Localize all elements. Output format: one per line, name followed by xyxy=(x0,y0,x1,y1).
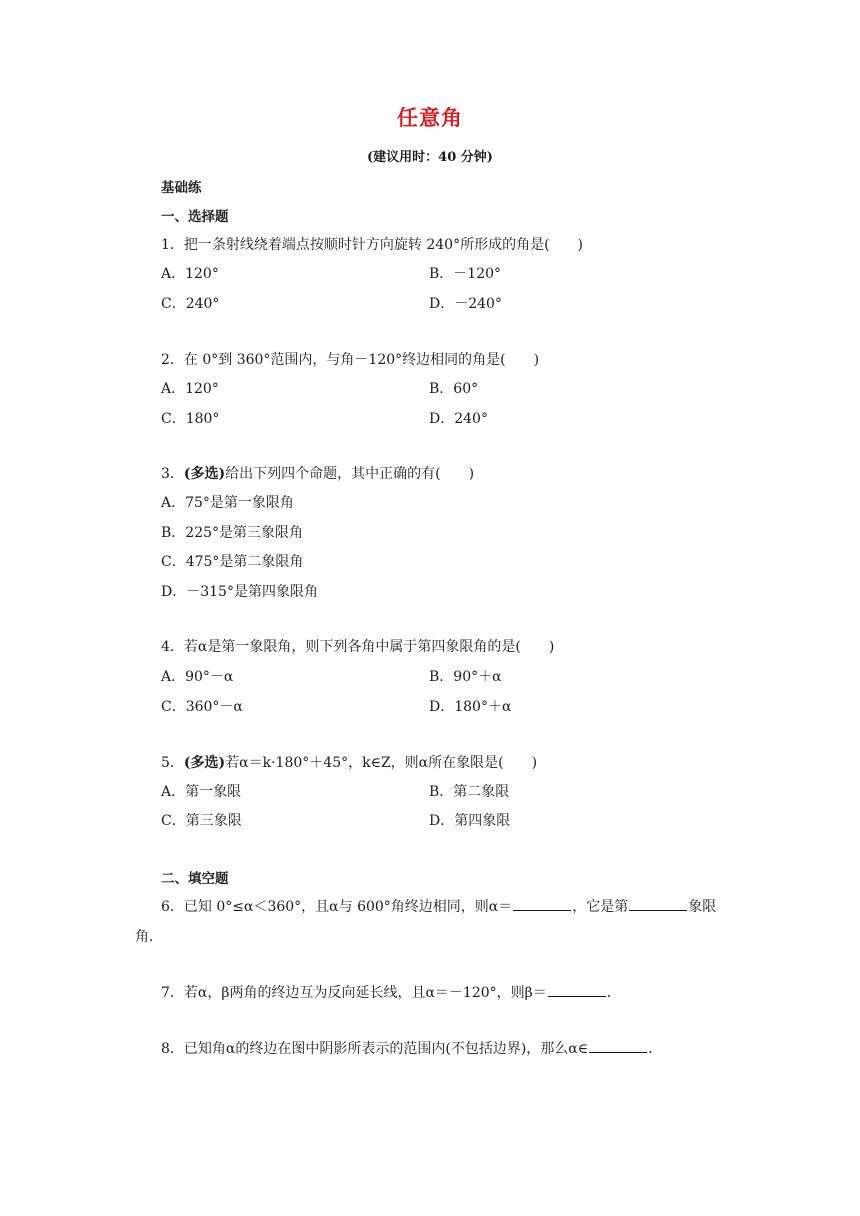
question-3-number: 3． xyxy=(161,466,184,482)
question-7-text-2: ． xyxy=(606,985,621,1001)
question-1-option-a: A．120° xyxy=(161,266,219,282)
question-4-option-b: B．90°＋α xyxy=(429,669,502,685)
question-1-option-d: D．－240° xyxy=(429,296,502,312)
section-choice: 一、选择题 xyxy=(161,209,229,225)
question-5-option-b: B．第二象限 xyxy=(429,784,510,800)
question-3-multi-tag: (多选) xyxy=(183,466,226,482)
question-3-option-b: B．225°是第三象限角 xyxy=(161,525,304,541)
question-6-stem xyxy=(161,896,716,916)
question-7-stem xyxy=(161,982,621,1002)
section-basic: 基础练 xyxy=(161,180,202,196)
question-2-option-d: D．240° xyxy=(429,411,488,427)
question-6-text-3: 象限 xyxy=(688,899,717,915)
question-6-blank-1[interactable] xyxy=(513,898,571,911)
question-8-text-2: ． xyxy=(648,1041,663,1057)
question-1-stem: 1．把一条射线绕着端点按顺时针方向旋转 240°所形成的角是( ) xyxy=(161,237,584,253)
question-5-text: 若α＝k·180°＋45°，k∈Z，则α所在象限是( ) xyxy=(225,755,538,771)
question-3-option-d: D．－315°是第四象限角 xyxy=(161,584,318,600)
question-4-stem: 4．若α是第一象限角，则下列各角中属于第四象限角的是( ) xyxy=(161,639,555,655)
question-5-option-d: D．第四象限 xyxy=(429,813,511,829)
question-8-blank[interactable] xyxy=(589,1040,647,1053)
question-6-text-2: ，它是第 xyxy=(572,899,629,915)
question-7-text-1: 7．若α，β两角的终边互为反向延长线，且α＝－120°，则β＝ xyxy=(161,985,547,1001)
question-6-continuation: 角． xyxy=(135,929,163,945)
suggested-time: (建议用时：40 分钟) xyxy=(367,150,493,165)
question-2-option-a: A．120° xyxy=(161,381,219,397)
question-4-option-c: C．360°－α xyxy=(161,699,243,715)
question-2-option-c: C．180° xyxy=(161,411,220,427)
question-6-blank-2[interactable] xyxy=(629,898,687,911)
page-title: 任意角 xyxy=(397,105,463,130)
question-2-option-b: B．60° xyxy=(429,381,479,397)
question-1-option-b: B．－120° xyxy=(429,266,502,282)
question-3-stem xyxy=(161,463,474,483)
section-fill: 二、填空题 xyxy=(161,871,229,887)
question-4-option-d: D．180°＋α xyxy=(429,699,512,715)
question-3-option-a: A．75°是第一象限角 xyxy=(161,495,294,511)
question-1-option-c: C．240° xyxy=(161,296,220,312)
question-3-option-c: C．475°是第二象限角 xyxy=(161,554,304,570)
question-8-stem xyxy=(161,1038,662,1058)
question-5-stem xyxy=(161,752,537,772)
question-5-option-c: C．第三象限 xyxy=(161,813,242,829)
question-8-text-1: 8．已知角α的终边在图中阴影所表示的范围内(不包括边界)，那么α∈ xyxy=(161,1041,589,1057)
question-4-option-a: A．90°－α xyxy=(161,669,234,685)
question-5-option-a: A．第一象限 xyxy=(161,784,242,800)
question-5-multi-tag: (多选) xyxy=(183,755,226,771)
question-5-number: 5． xyxy=(161,755,184,771)
question-7-blank[interactable] xyxy=(548,984,606,997)
question-6-text-1: 6．已知 0°≤α＜360°，且α与 600°角终边相同，则α＝ xyxy=(161,899,513,915)
question-2-stem: 2．在 0°到 360°范围内，与角－120°终边相同的角是( ) xyxy=(161,352,540,368)
question-3-text: 给出下列四个命题，其中正确的有( ) xyxy=(225,466,475,482)
